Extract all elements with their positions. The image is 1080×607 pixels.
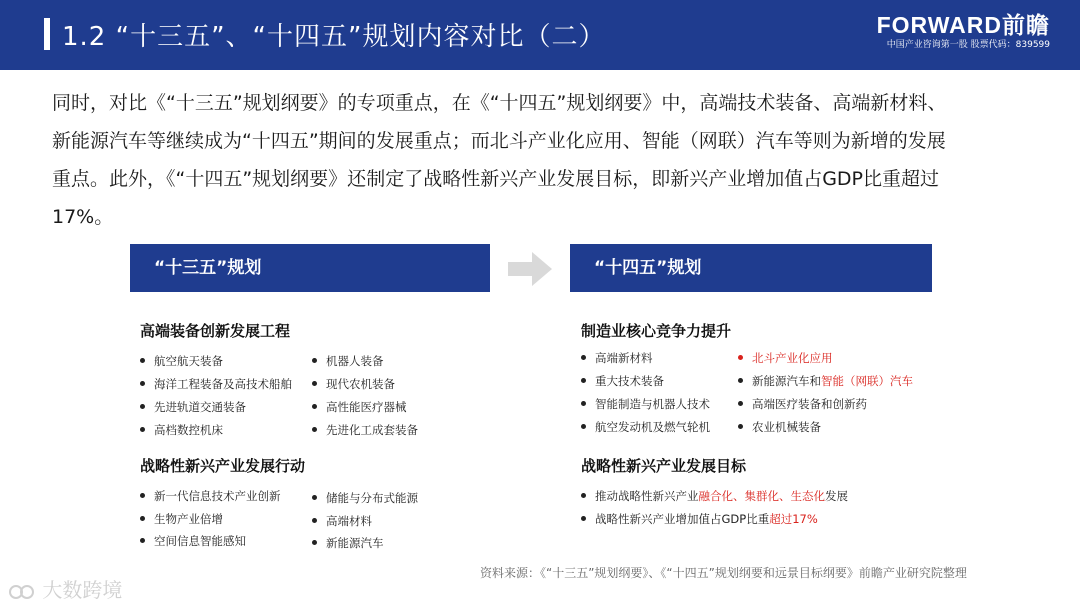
list-item: 高端新材料	[581, 350, 653, 366]
list-item: 机器人装备	[312, 353, 384, 369]
bullet-icon	[140, 404, 145, 409]
intro-line: 新能源汽车等继续成为“十四五”期间的发展重点；而北斗产业化应用、智能（网联）汽车等则为新增的发展	[52, 130, 946, 152]
list-item: 农业机械装备	[738, 419, 821, 435]
intro-line: 同时，对比《“十三五”规划纲要》的专项重点，在《“十四五”规划纲要》中，高端技术装备、高端新材料、	[52, 92, 947, 114]
bullet-icon	[312, 540, 317, 545]
list-item: 生物产业倍增	[140, 511, 223, 527]
right-section1-title: 制造业核心竞争力提升	[581, 322, 732, 340]
bullet-icon	[312, 358, 317, 363]
bullet-icon	[581, 401, 586, 406]
list-item: 智能制造与机器人技术	[581, 396, 710, 412]
bullet-icon	[738, 378, 743, 383]
right-section2-title: 战略性新兴产业发展目标	[581, 457, 747, 475]
intro-line: 重点。此外，《“十四五”规划纲要》还制定了战略性新兴产业发展目标，即新兴产业增加值占GDP比重超过	[52, 168, 940, 190]
list-item: 战略性新兴产业增加值占GDP比重超过17%	[581, 511, 818, 527]
bullet-icon	[738, 401, 743, 406]
bullet-icon	[140, 493, 145, 498]
list-item: 航空航天装备	[140, 353, 223, 369]
list-item: 高端医疗装备和创新药	[738, 396, 867, 412]
bullet-icon	[140, 427, 145, 432]
list-item: 高性能医疗器械	[312, 399, 407, 415]
intro-paragraph	[52, 84, 1042, 236]
logo-text: FORWARD前瞻	[876, 12, 1050, 38]
bullet-icon	[581, 516, 586, 521]
arrow-right-icon	[508, 252, 552, 286]
bullet-icon	[312, 404, 317, 409]
bullet-icon	[738, 355, 743, 360]
watermark-logo-icon	[8, 582, 36, 602]
header-banner	[0, 0, 1080, 70]
bullet-icon	[312, 381, 317, 386]
bullet-icon	[581, 378, 586, 383]
bullet-icon	[738, 424, 743, 429]
list-item: 航空发动机及燃气轮机	[581, 419, 710, 435]
page-title: 1.2 “十三五”、“十四五”规划内容对比（二）	[62, 22, 606, 52]
bullet-icon	[140, 358, 145, 363]
left-column-title: “十三五”规划	[154, 258, 262, 278]
left-section2-title: 战略性新兴产业发展行动	[140, 457, 306, 475]
bullet-icon	[312, 427, 317, 432]
forward-logo	[850, 12, 1050, 52]
list-item: 新能源汽车和智能（网联）汽车	[738, 373, 913, 389]
list-item: 北斗产业化应用	[738, 350, 833, 366]
list-item: 重大技术装备	[581, 373, 664, 389]
watermark	[8, 574, 122, 603]
left-section1-title: 高端装备创新发展工程	[140, 322, 291, 340]
right-column-header	[570, 244, 932, 292]
list-item: 空间信息智能感知	[140, 533, 246, 549]
list-item: 海洋工程装备及高技术船舶	[140, 376, 292, 392]
bullet-icon	[140, 538, 145, 543]
list-item: 先进化工成套装备	[312, 422, 418, 438]
bullet-icon	[312, 495, 317, 500]
list-item: 新一代信息技术产业创新	[140, 488, 281, 504]
watermark-text: 大数跨境	[42, 578, 123, 602]
list-item: 先进轨道交通装备	[140, 399, 246, 415]
title-accent-bar	[44, 18, 50, 50]
logo-subtitle: 中国产业咨询第一股 股票代码：839599	[886, 40, 1050, 50]
bullet-icon	[581, 355, 586, 360]
list-item: 现代农机装备	[312, 376, 395, 392]
list-item: 新能源汽车	[312, 535, 384, 551]
left-column-header	[130, 244, 490, 292]
bullet-icon	[140, 516, 145, 521]
list-item: 推动战略性新兴产业融合化、集群化、生态化发展	[581, 488, 848, 504]
bullet-icon	[312, 518, 317, 523]
bullet-icon	[581, 493, 586, 498]
intro-line: 17%。	[52, 206, 114, 228]
list-item: 储能与分布式能源	[312, 490, 418, 506]
right-column-title: “十四五”规划	[594, 258, 702, 278]
bullet-icon	[581, 424, 586, 429]
bullet-icon	[140, 381, 145, 386]
list-item: 高档数控机床	[140, 422, 223, 438]
list-item: 高端材料	[312, 513, 372, 529]
source-note: 资料来源：《“十三五”规划纲要》、《“十四五”规划纲要和远景目标纲要》前瞻产业研究院整理	[480, 566, 967, 580]
